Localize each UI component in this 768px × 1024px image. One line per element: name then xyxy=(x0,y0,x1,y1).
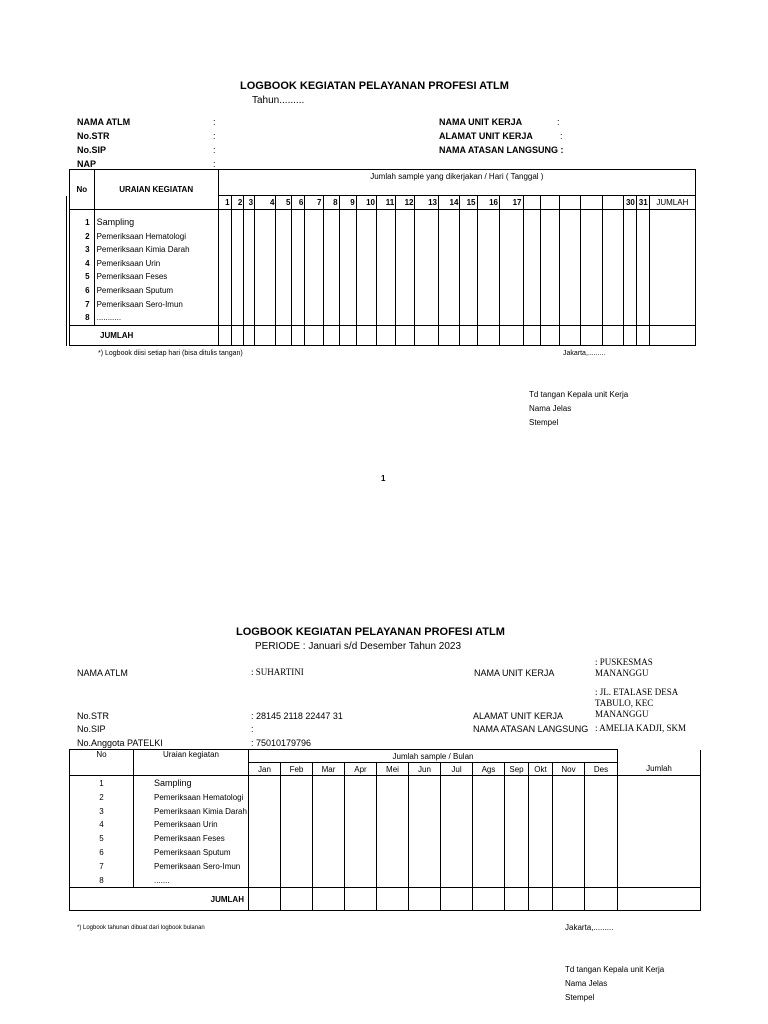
p2-value-unit-kerja-2: MANANGGU xyxy=(595,668,649,678)
field-label-alamat-unit: ALAMAT UNIT KERJA xyxy=(439,131,533,141)
month-header: Apr xyxy=(345,763,377,776)
p2-row-numbers-cell xyxy=(70,776,134,888)
day-header: 2 xyxy=(231,196,244,210)
day-header xyxy=(559,196,580,210)
p2-col-no-header: No xyxy=(70,750,134,776)
row-activity: Pemeriksaan Feses xyxy=(96,272,168,282)
p2-value-alamat-2: TABULO, KEC xyxy=(595,698,654,708)
row-number: 3 xyxy=(85,245,90,255)
data-cell xyxy=(356,210,376,326)
page2-period: PERIODE : Januari s/d Desember Tahun 2023 xyxy=(255,641,462,652)
data-cell xyxy=(376,210,395,326)
month-header: Mar xyxy=(313,763,345,776)
day-header xyxy=(523,196,540,210)
day-header: 10 xyxy=(356,196,376,210)
data-cell xyxy=(540,210,559,326)
total-cell xyxy=(540,326,559,346)
p2-sign-title: Td tangan Kepala unit Kerja xyxy=(565,965,665,974)
p2-label-alamat: ALAMAT UNIT KERJA xyxy=(473,711,564,721)
total-cell xyxy=(255,326,276,346)
p2-label-str: No.STR xyxy=(77,711,110,721)
daily-logbook-table xyxy=(69,169,696,346)
p2-value-atasan: : AMELIA KADJI, SKM xyxy=(595,723,687,733)
data-cell xyxy=(636,210,649,326)
field-label-atasan: NAMA ATASAN LANGSUNG : xyxy=(439,145,564,155)
margin-line xyxy=(66,196,67,346)
total-cell xyxy=(460,326,477,346)
day-header: 8 xyxy=(323,196,339,210)
month-header: Feb xyxy=(281,763,313,776)
row-activity: Pemeriksaan Sero-Imun xyxy=(96,299,183,309)
field-value-str: : xyxy=(213,131,216,141)
row-activity: ....... xyxy=(154,875,170,885)
page1-year: Tahun......... xyxy=(252,95,305,106)
month-header: Des xyxy=(585,763,618,776)
total-cell xyxy=(439,326,460,346)
total-cell xyxy=(305,326,323,346)
row-number: 4 xyxy=(99,820,104,830)
total-cell xyxy=(292,326,305,346)
total-cell xyxy=(415,326,439,346)
total-cell xyxy=(313,888,345,911)
data-cell xyxy=(244,210,255,326)
data-cell xyxy=(624,210,637,326)
data-cell xyxy=(415,210,439,326)
jumlah-col-header: JUMLAH xyxy=(649,196,695,210)
p2-value-sip: : xyxy=(251,724,254,734)
day-header: 15 xyxy=(460,196,477,210)
data-cell xyxy=(505,776,529,888)
page1-sign-name: Nama Jelas xyxy=(529,404,572,413)
day-header: 1 xyxy=(218,196,231,210)
page1-sign-stamp: Stempel xyxy=(529,418,559,427)
field-value-sip: : xyxy=(213,145,216,155)
month-header: Mei xyxy=(377,763,409,776)
row-activity: Pemeriksaan Hematologi xyxy=(96,231,186,241)
row-activity: Pemeriksaan Feses xyxy=(154,834,225,844)
field-value-unit-kerja: : xyxy=(557,117,560,127)
p2-value-alamat-3: MANANGGU xyxy=(595,709,649,719)
day-header xyxy=(602,196,623,210)
total-cell xyxy=(624,326,637,346)
day-header: 30 xyxy=(624,196,637,210)
total-cell xyxy=(523,326,540,346)
data-cell xyxy=(305,210,323,326)
month-header: Jun xyxy=(409,763,441,776)
month-header: Nov xyxy=(553,763,585,776)
row-activity: Sampling xyxy=(154,778,192,788)
data-cell xyxy=(585,776,618,888)
field-label-unit-kerja: NAMA UNIT KERJA xyxy=(439,117,523,127)
data-cell xyxy=(473,776,505,888)
total-cell xyxy=(377,888,409,911)
total-cell xyxy=(553,888,585,911)
p2-note: *) Logbook tahunan dibuat dari logbook bulanan xyxy=(77,925,205,931)
day-header: 4 xyxy=(255,196,276,210)
month-header: Jan xyxy=(249,763,281,776)
data-cell xyxy=(618,776,701,888)
row-activity: Pemeriksaan Sputum xyxy=(96,285,174,295)
row-activity: Pemeriksaan Urin xyxy=(154,820,218,830)
total-cell xyxy=(396,326,415,346)
field-label-sip: No.SIP xyxy=(77,145,107,155)
data-cell xyxy=(529,776,553,888)
p2-label-patelki: No.Anggota PATELKI xyxy=(77,738,163,748)
total-cell xyxy=(602,326,623,346)
page1-place-date: Jakarta,......... xyxy=(563,350,606,357)
row-number: 7 xyxy=(99,861,104,871)
data-cell xyxy=(649,210,695,326)
data-cell xyxy=(218,210,231,326)
data-cell xyxy=(499,210,523,326)
row-number: 4 xyxy=(85,258,90,268)
total-cell xyxy=(276,326,292,346)
p2-label-unit-kerja: NAMA UNIT KERJA xyxy=(474,668,555,678)
data-cell xyxy=(255,210,276,326)
data-cell xyxy=(581,210,602,326)
data-cell xyxy=(377,776,409,888)
p2-label-atasan: NAMA ATASAN LANGSUNG xyxy=(473,724,589,734)
day-header: 11 xyxy=(376,196,395,210)
row-number: 8 xyxy=(85,313,90,323)
total-cell xyxy=(356,326,376,346)
row-activity: Pemeriksaan Kimia Darah xyxy=(154,806,247,816)
total-cell xyxy=(409,888,441,911)
data-cell xyxy=(441,776,473,888)
total-cell xyxy=(581,326,602,346)
data-cell xyxy=(231,210,244,326)
p2-label-nama-atlm: NAMA ATLM xyxy=(77,668,128,678)
row-number: 2 xyxy=(99,792,104,802)
data-cell xyxy=(323,210,339,326)
data-cell xyxy=(281,776,313,888)
total-cell xyxy=(649,326,695,346)
row-number: 2 xyxy=(85,231,90,241)
day-header: 3 xyxy=(244,196,255,210)
row-activity: ........... xyxy=(96,313,122,323)
total-cell xyxy=(499,326,523,346)
data-cell xyxy=(313,776,345,888)
total-cell xyxy=(585,888,618,911)
p2-col-group-header: Jumlah sample / Bulan xyxy=(249,750,618,763)
total-cell xyxy=(231,326,244,346)
data-cell xyxy=(345,776,377,888)
col-uraian-header: URAIAN KEGIATAN xyxy=(94,170,218,210)
total-cell xyxy=(281,888,313,911)
p2-jumlah-row-label: JUMLAH xyxy=(70,888,249,911)
p2-label-sip: No.SIP xyxy=(77,724,106,734)
field-label-nap: NAP xyxy=(77,159,97,169)
month-header: Okt xyxy=(529,763,553,776)
col-no-header: No xyxy=(70,170,95,210)
row-number: 6 xyxy=(85,285,90,295)
field-value-nama-atlm: : xyxy=(213,117,216,127)
total-cell xyxy=(249,888,281,911)
data-cell xyxy=(602,210,623,326)
page2-title: LOGBOOK KEGIATAN PELAYANAN PROFESI ATLM xyxy=(236,626,505,638)
field-label-nama-atlm: NAMA ATLM xyxy=(77,117,131,127)
data-cell xyxy=(460,210,477,326)
row-activity: Pemeriksaan Sputum xyxy=(154,847,231,857)
data-cell xyxy=(559,210,580,326)
data-cell xyxy=(439,210,460,326)
jumlah-row-label: JUMLAH xyxy=(70,326,219,346)
total-cell xyxy=(441,888,473,911)
total-cell xyxy=(618,888,701,911)
data-cell xyxy=(276,210,292,326)
row-number: 1 xyxy=(85,218,90,227)
day-header: 16 xyxy=(477,196,499,210)
row-number: 3 xyxy=(99,806,104,816)
p2-jumlah-col-header: Jumlah xyxy=(618,750,701,776)
row-number: 5 xyxy=(85,272,90,282)
row-number: 5 xyxy=(99,834,104,844)
total-cell xyxy=(345,888,377,911)
day-header: 7 xyxy=(305,196,323,210)
field-value-alamat-unit: : xyxy=(560,131,563,141)
day-header: 9 xyxy=(339,196,356,210)
day-header: 14 xyxy=(439,196,460,210)
p2-value-nama-atlm: : SUHARTINI xyxy=(251,667,304,677)
day-header: 31 xyxy=(636,196,649,210)
p2-value-unit-kerja-1: : PUSKESMAS xyxy=(595,657,653,667)
row-activity: Pemeriksaan Hematologi xyxy=(154,792,244,802)
total-cell xyxy=(505,888,529,911)
monthly-logbook-table xyxy=(69,749,701,911)
row-number: 7 xyxy=(85,299,90,309)
data-cell xyxy=(523,210,540,326)
total-cell xyxy=(636,326,649,346)
row-number: 8 xyxy=(99,875,104,885)
day-header: 12 xyxy=(396,196,415,210)
month-header: Jul xyxy=(441,763,473,776)
day-header xyxy=(581,196,602,210)
data-cell xyxy=(339,210,356,326)
field-value-nap: : xyxy=(213,159,216,169)
total-cell xyxy=(323,326,339,346)
total-cell xyxy=(339,326,356,346)
field-label-str: No.STR xyxy=(77,131,110,141)
total-cell xyxy=(477,326,499,346)
p2-value-alamat-1: : JL. ETALASE DESA xyxy=(595,687,679,697)
day-header: 17 xyxy=(499,196,523,210)
data-cell xyxy=(396,210,415,326)
page1-note: *) Logbook diisi setiap hari (bisa ditulis tangan) xyxy=(98,350,243,357)
page-number: 1 xyxy=(381,474,386,483)
month-header: Ags xyxy=(473,763,505,776)
data-cell xyxy=(292,210,305,326)
p2-col-uraian-header: Uraian kegiatan xyxy=(134,750,249,776)
total-cell xyxy=(244,326,255,346)
row-number: 1 xyxy=(99,779,104,788)
p2-place-date: Jakarta,......... xyxy=(565,923,614,932)
month-header: Sep xyxy=(505,763,529,776)
row-number: 6 xyxy=(99,847,104,857)
day-header xyxy=(540,196,559,210)
day-header: 6 xyxy=(292,196,305,210)
data-cell xyxy=(553,776,585,888)
col-group-header: Jumlah sample yang dikerjakan / Hari ( Tanggal ) xyxy=(218,170,695,196)
p2-value-str: : 28145 2118 22447 31 xyxy=(251,711,343,721)
total-cell xyxy=(376,326,395,346)
p2-sign-stamp: Stempel xyxy=(565,993,595,1002)
row-activity: Pemeriksaan Sero-Imun xyxy=(154,861,241,871)
total-cell xyxy=(559,326,580,346)
p2-row-items-cell xyxy=(134,776,249,888)
row-numbers-cell xyxy=(70,210,95,326)
total-cell xyxy=(218,326,231,346)
data-cell xyxy=(249,776,281,888)
day-header: 5 xyxy=(276,196,292,210)
p2-sign-name: Nama Jelas xyxy=(565,979,608,988)
total-cell xyxy=(529,888,553,911)
page1-title: LOGBOOK KEGIATAN PELAYANAN PROFESI ATLM xyxy=(240,80,509,92)
data-cell xyxy=(477,210,499,326)
row-items-cell xyxy=(94,210,218,326)
p2-value-patelki: : 75010179796 xyxy=(251,738,312,748)
total-cell xyxy=(473,888,505,911)
row-activity: Pemeriksaan Urin xyxy=(96,258,161,268)
row-activity: Pemeriksaan Kimia Darah xyxy=(96,245,190,255)
data-cell xyxy=(409,776,441,888)
page1-sign-title: Td tangan Kepala unit Kerja xyxy=(529,390,629,399)
row-activity: Sampling xyxy=(96,217,135,227)
day-header: 13 xyxy=(415,196,439,210)
